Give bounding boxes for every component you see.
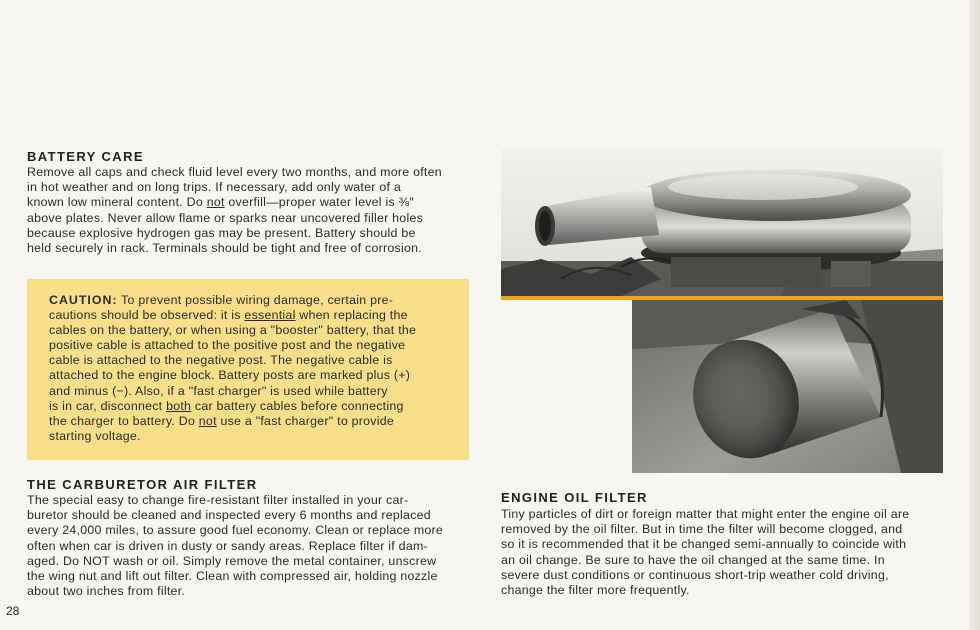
emphasis-not: not: [206, 195, 225, 210]
carburetor-air-filter-text: The special easy to change fire-resistant filter installed in your car- buretor should be cleaned and inspected every 6 months and replaced every 24,000 miles, to assure good fuel economy. Clean or replace more often when car is driven in dusty or sandy areas. Replace filter if dam- aged. Do NOT wash or oil. Simply remove the metal container, unscrew the wing nut and lift out filter. Clean with compressed air, holding nozzle about two inches from filter.: [27, 493, 444, 599]
engine-oil-filter-text: Tiny particles of dirt or foreign matter that might enter the engine oil are removed by the oil filter. But in time the filter will become clogged, and so it is recommended that it be changed semi-annually to coincide with an oil change. Be sure to have the oil changed at the same time. In severe dust conditions or continuous short-trip weather cold driving, change the filter more frequently.: [501, 507, 910, 598]
carburetor-air-filter-heading: THE CARBURETOR AIR FILTER: [27, 477, 258, 492]
photo-divider: [501, 296, 943, 300]
engine-oil-filter-heading: ENGINE OIL FILTER: [501, 490, 648, 505]
page-edge: [969, 0, 980, 630]
caution-text: CAUTION: To prevent possible wiring damage, certain pre- cautions should be observed: it is essential when replacing the cables on the battery, or when using a "booster" battery, that the positive cable is attached to the positive post and the negative cable is attached to the negative post. The negative cable is attached to the engine block. Battery posts are marked plus (+) and minus (−). Also, if a "fast charger" is used while battery is in car, disconnect both car battery cables before connecting the charger to battery. Do not use a "fast charger" to provide starting voltage.: [49, 293, 417, 443]
page-number: 28: [6, 604, 20, 618]
engine-photo: [501, 149, 943, 473]
caution-label: CAUTION:: [49, 293, 118, 307]
battery-care-heading: BATTERY CARE: [27, 149, 144, 164]
battery-care-text: Remove all caps and check fluid level every two months, and more often in hot weather and on long trips. If necessary, add only water of a known low mineral content. Do not overfill—proper water level is ⅜″ above plates. Never allow flame or sparks near uncovered filler holes because explosive hydrogen gas may be present. Battery should be held securely in rack. Terminals should be tight and free of corrosion.: [27, 165, 442, 256]
